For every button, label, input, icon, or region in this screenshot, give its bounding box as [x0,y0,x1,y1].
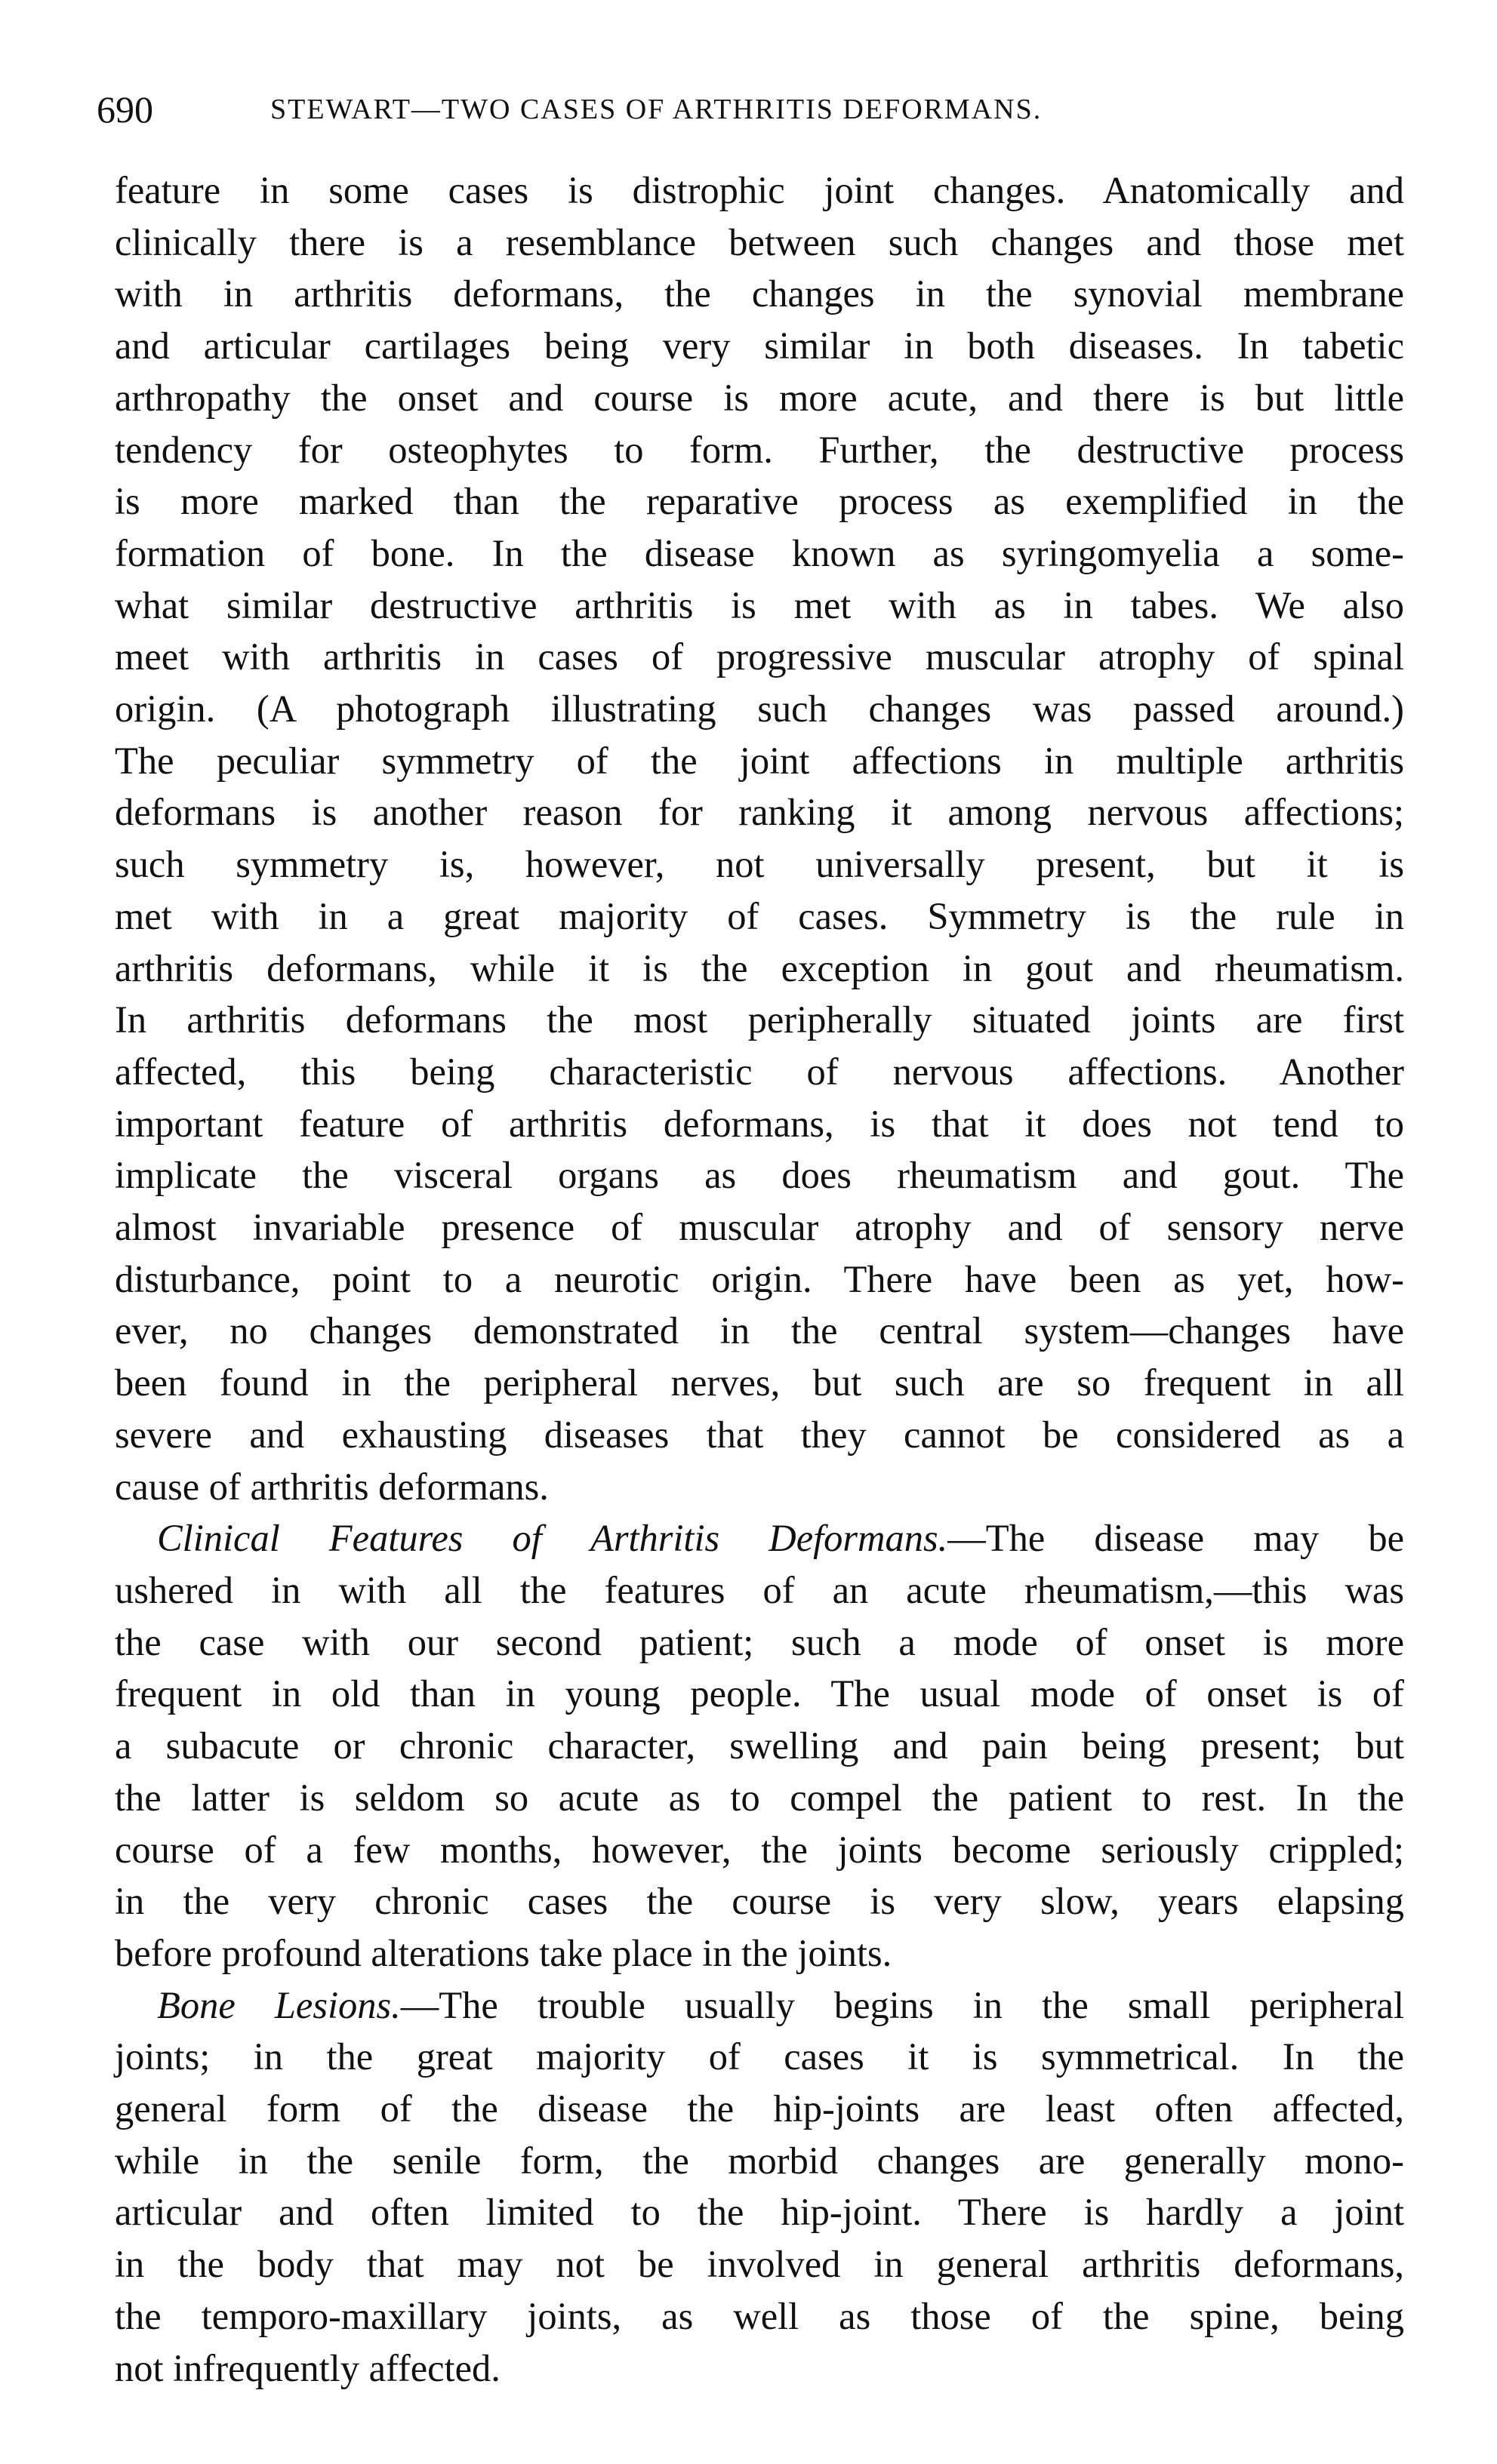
text-run: —The trouble usually begins in the small peripheral [400,1983,1404,2026]
text-line: frequent in old than in young people. The usual mode of onset is of [115,1672,1404,1715]
text-line: is more marked than the reparative process as exemplified in the [115,480,1404,523]
text-line: formation of bone. In the disease known as syringomyelia a some- [115,531,1404,574]
text-line: In arthritis deformans the most peripherally situated joints are first [115,998,1404,1041]
text-line: arthritis deformans, while it is the exception in gout and rheumatism. [115,946,1404,989]
section-heading-clinical-features: Clinical Features of Arthritis Deformans. [157,1517,948,1560]
text-line: while in the senile form, the morbid changes are generally mono- [115,2139,1404,2182]
text-line: what similar destructive arthritis is met with as in tabes. We also [115,583,1404,626]
text-line: articular and often limited to the hip-joint. There is hardly a joint [115,2191,1404,2234]
text-line: course of a few months, however, the joints become seriously crippled; [115,1828,1404,1871]
text-line: such symmetry is, however, not universally present, but it is [115,843,1404,886]
text-run: —The disease may be [947,1517,1404,1560]
text-line: been found in the peripheral nerves, but such are so frequent in all [115,1361,1404,1404]
text-line: meet with arthritis in cases of progressive muscular atrophy of spinal [115,635,1404,678]
body-text [115,165,1404,2394]
text-line: almost invariable presence of muscular atrophy and of sensory nerve [115,1206,1404,1249]
text-line: before profound alterations take place in the joints. [115,1931,892,1974]
text-line: the temporo-maxillary joints, as well as those of the spine, being [115,2294,1404,2337]
text-line: implicate the visceral organs as does rheumatism and gout. The [115,1154,1404,1197]
text-line: the case with our second patient; such a mode of onset is more [115,1620,1404,1663]
text-line [115,1512,1404,1564]
text-line: arthropathy the onset and course is more acute, and there is but little [115,376,1404,419]
page-number: 690 [97,88,153,131]
running-header [97,83,1410,136]
text-line: The peculiar symmetry of the joint affections in multiple arthritis [115,739,1404,782]
text-line: a subacute or chronic character, swelling and pain being present; but [115,1724,1404,1767]
text-line: disturbance, point to a neurotic origin. There have been as yet, how- [115,1257,1404,1300]
paragraph-3 [115,1980,1404,2395]
text-line: feature in some cases is distrophic joint changes. Anatomically and [115,169,1404,211]
text-line: severe and exhausting diseases that they cannot be considered as a [115,1413,1404,1456]
text-line: not infrequently affected. [115,2346,501,2389]
text-line: tendency for osteophytes to form. Further, the destructive process [115,428,1404,471]
text-line: in the very chronic cases the course is very slow, years elapsing [115,1880,1404,1923]
text-line: important feature of arthritis deformans, is that it does not tend to [115,1102,1404,1145]
text-line: joints; in the great majority of cases it is symmetrical. In the [115,2035,1404,2078]
header-title: STEWART—TWO CASES OF ARTHRITIS DEFORMANS. [270,94,1043,125]
text-line: clinically there is a resemblance between such changes and those met [115,220,1404,263]
text-line: the latter is seldom so acute as to compel the patient to rest. In the [115,1776,1404,1819]
text-line: with in arthritis deformans, the changes in the synovial membrane [115,272,1404,315]
text-line: ever, no changes demonstrated in the central system—changes have [115,1309,1404,1352]
paragraph-1 [115,165,1404,1512]
section-heading-bone-lesions: Bone Lesions. [157,1983,401,2026]
text-line: in the body that may not be involved in general arthritis deformans, [115,2243,1404,2286]
text-line: and articular cartilages being very similar in both diseases. In tabetic [115,325,1404,368]
paragraph-2 [115,1512,1404,1979]
text-line: ushered in with all the features of an acute rheumatism,—this was [115,1568,1404,1611]
text-line: affected, this being characteristic of nervous affections. Another [115,1050,1404,1093]
text-line: cause of arthritis deformans. [115,1465,549,1508]
text-line: origin. (A photograph illustrating such changes was passed around.) [115,688,1404,731]
text-line: met with in a great majority of cases. Symmetry is the rule in [115,894,1404,937]
text-line: deformans is another reason for ranking it among nervous affections; [115,791,1404,834]
text-line [115,1980,1404,2032]
text-line: general form of the disease the hip-joints are least often affected, [115,2087,1404,2130]
